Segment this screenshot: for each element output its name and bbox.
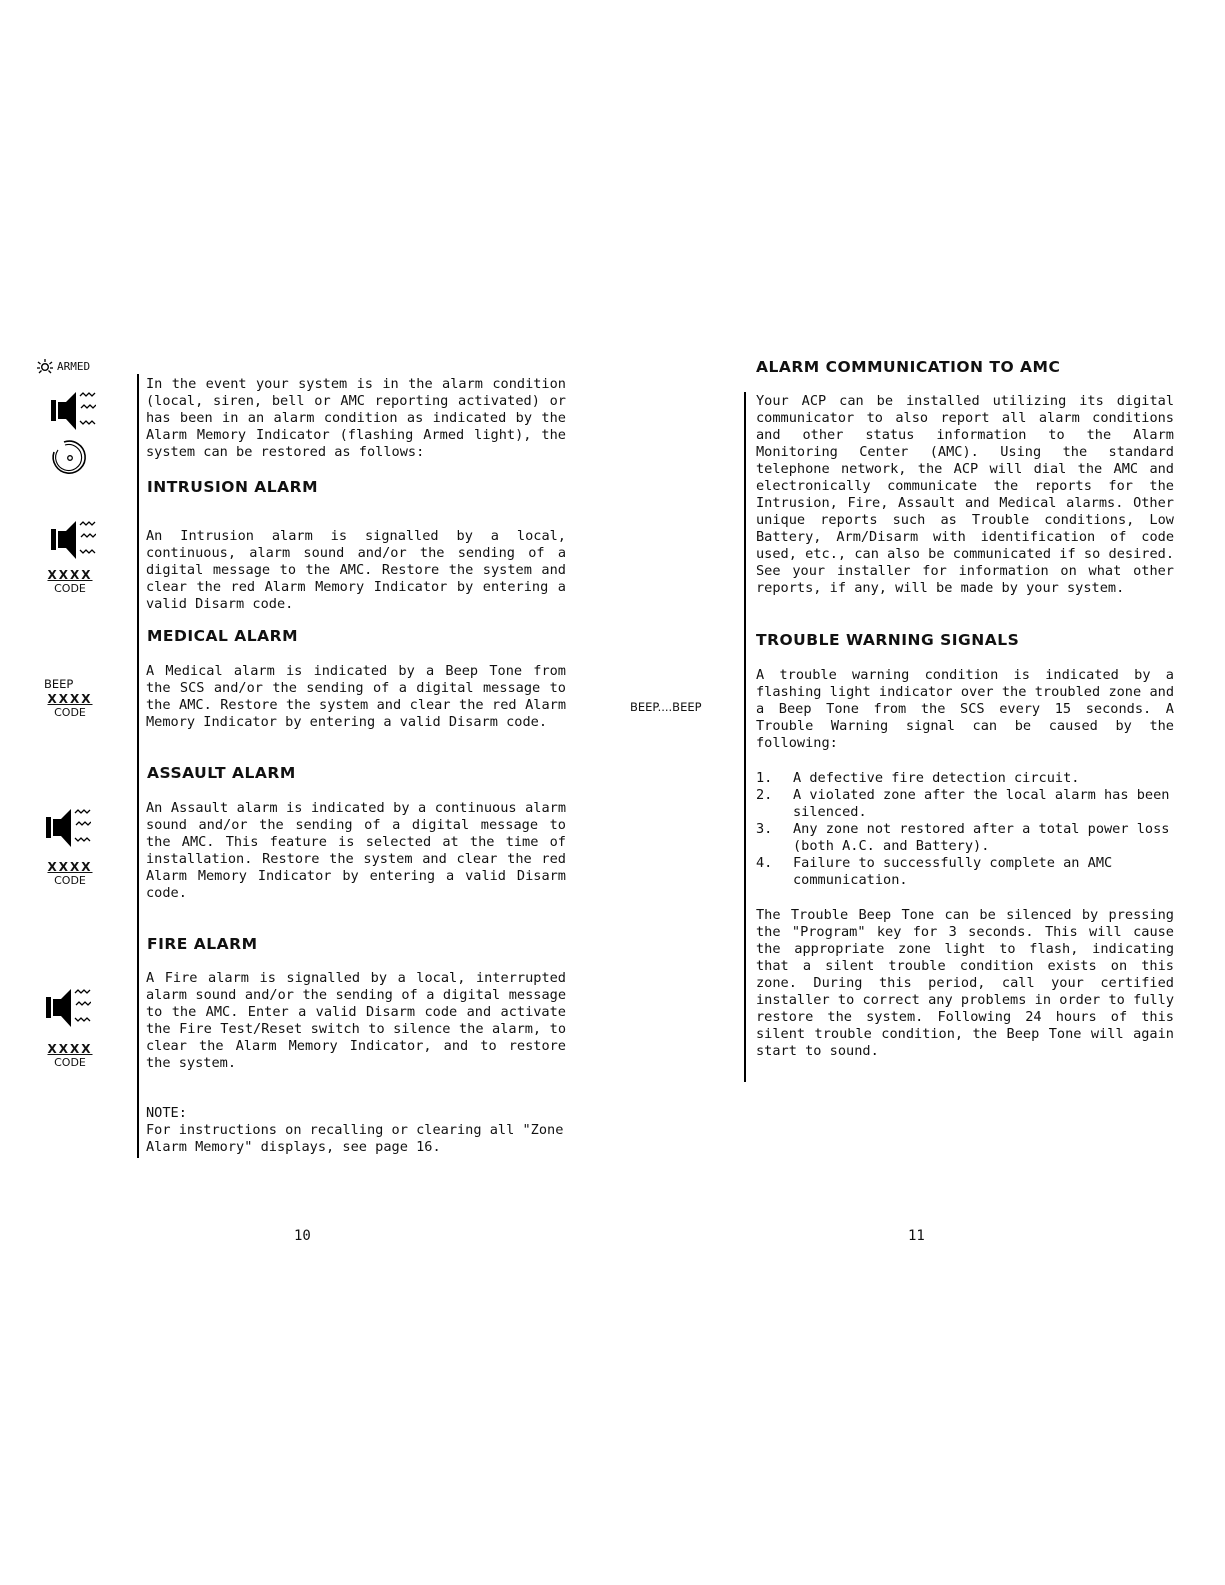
siren-horn-icon: [50, 388, 96, 436]
siren-horn-icon: [45, 985, 91, 1033]
bell-icon: [50, 438, 90, 478]
assault-alarm-body: An Assault alarm is indicated by a continuous alarm sound and/or the sending of a digital message to the AMC. This feature is selected at the time of installation. Restore the system and clear the red Alarm Memory Indicator by entering a valid Disarm code.: [146, 800, 566, 901]
medical-alarm-body: A Medical alarm is indicated by a Beep Tone from the SCS and/or the sending of a digital message to the AMC. Restore the system and clear the red Alarm Memory Indicator by entering a valid Disarm code.: [146, 663, 566, 730]
left-margin-rule: [137, 374, 139, 1158]
trouble-warning-heading: TROUBLE WARNING SIGNALS: [756, 631, 1020, 649]
armed-label: ARMED: [57, 359, 91, 373]
siren-horn-icon: [50, 517, 96, 565]
note-body: For instructions on recalling or clearing all "Zone Alarm Memory" displays, see page 16.: [146, 1122, 564, 1155]
trouble-causes-list: [756, 770, 1176, 889]
medical-alarm-heading: MEDICAL ALARM: [147, 627, 299, 645]
page-number-left: 10: [294, 1228, 311, 1244]
trouble-warning-intro: A trouble warning condition is indicated by a flashing light indicator over the troubled zone and a Beep Tone from the SCS every 15 seconds. A Trouble Warning signal can be caused by the following:: [756, 667, 1174, 751]
right-margin-rule: [744, 392, 746, 1082]
list-item: 2. A violated zone after the local alarm has been silenced.: [756, 787, 1170, 820]
list-item: 1. A defective fire detection circuit.: [756, 770, 1080, 786]
intrusion-alarm-body: An Intrusion alarm is signalled by a local, continuous, alarm sound and/or the sending of a digital message to the AMC. Restore the system and clear the red Alarm Memory Indicator by entering a valid Disarm code.: [146, 528, 566, 612]
siren-horn-icon: [45, 805, 91, 853]
list-item: 4. Failure to successfully complete an AMC communication.: [756, 855, 1113, 888]
beep-label: BEEP: [44, 677, 74, 691]
disarm-code-mark: XXXX CODE: [47, 568, 93, 595]
trouble-warning-closing: The Trouble Beep Tone can be silenced by pressing the "Program" key for 3 seconds. This will cause the appropriate zone light to flash, indicating that a silent trouble condition exists on this zone. During this period, call your certified installer to correct any problems in order to fully restore the system. Following 24 hours of this silent trouble condition, the Beep Tone will again start to sound.: [756, 907, 1174, 1059]
note-label: NOTE:: [146, 1105, 187, 1121]
alarm-communication-heading: ALARM COMMUNICATION TO AMC: [756, 358, 1061, 376]
fire-alarm-body: A Fire alarm is signalled by a local, interrupted alarm sound and/or the sending of a digital message to the AMC. Enter a valid Disarm code and activate the Fire Test/Reset switch to silence the alarm, to clear the Alarm Memory Indicator, and to restore the system.: [146, 970, 566, 1071]
disarm-code-mark: XXXX CODE: [47, 692, 93, 719]
fire-alarm-heading: FIRE ALARM: [147, 935, 258, 953]
disarm-code-mark: XXXX CODE: [47, 860, 93, 887]
list-item: 3. Any zone not restored after a total power loss (both A.C. and Battery).: [756, 821, 1170, 854]
assault-alarm-heading: ASSAULT ALARM: [147, 764, 296, 782]
intrusion-alarm-heading: INTRUSION ALARM: [147, 478, 319, 496]
page-number-right: 11: [908, 1228, 925, 1244]
intro-paragraph: In the event your system is in the alarm condition (local, siren, bell or AMC reporting activated) or has been in an alarm condition as indicated by the Alarm Memory Indicator (flashing Armed light), the system can be restored as follows:: [146, 376, 566, 460]
light-bulb-icon: [36, 358, 54, 374]
armed-indicator: [36, 358, 90, 374]
disarm-code-mark: XXXX CODE: [47, 1042, 93, 1069]
alarm-communication-body: Your ACP can be installed utilizing its digital communicator to also report all alarm conditions and other status information to the Alarm Monitoring Center (AMC). Using the standard telephone network, the ACP will dial the AMC and electronically communicate the reports for the Intrusion, Fire, Assault and Medical alarms. Other unique reports such as Trouble conditions, Low Battery, Arm/Disarm with identification of code used, etc., can also be communicated if so desired. See your installer for information on what other reports, if any, will be made by your system.: [756, 393, 1174, 596]
beep-beep-label: BEEP....BEEP: [630, 700, 702, 714]
